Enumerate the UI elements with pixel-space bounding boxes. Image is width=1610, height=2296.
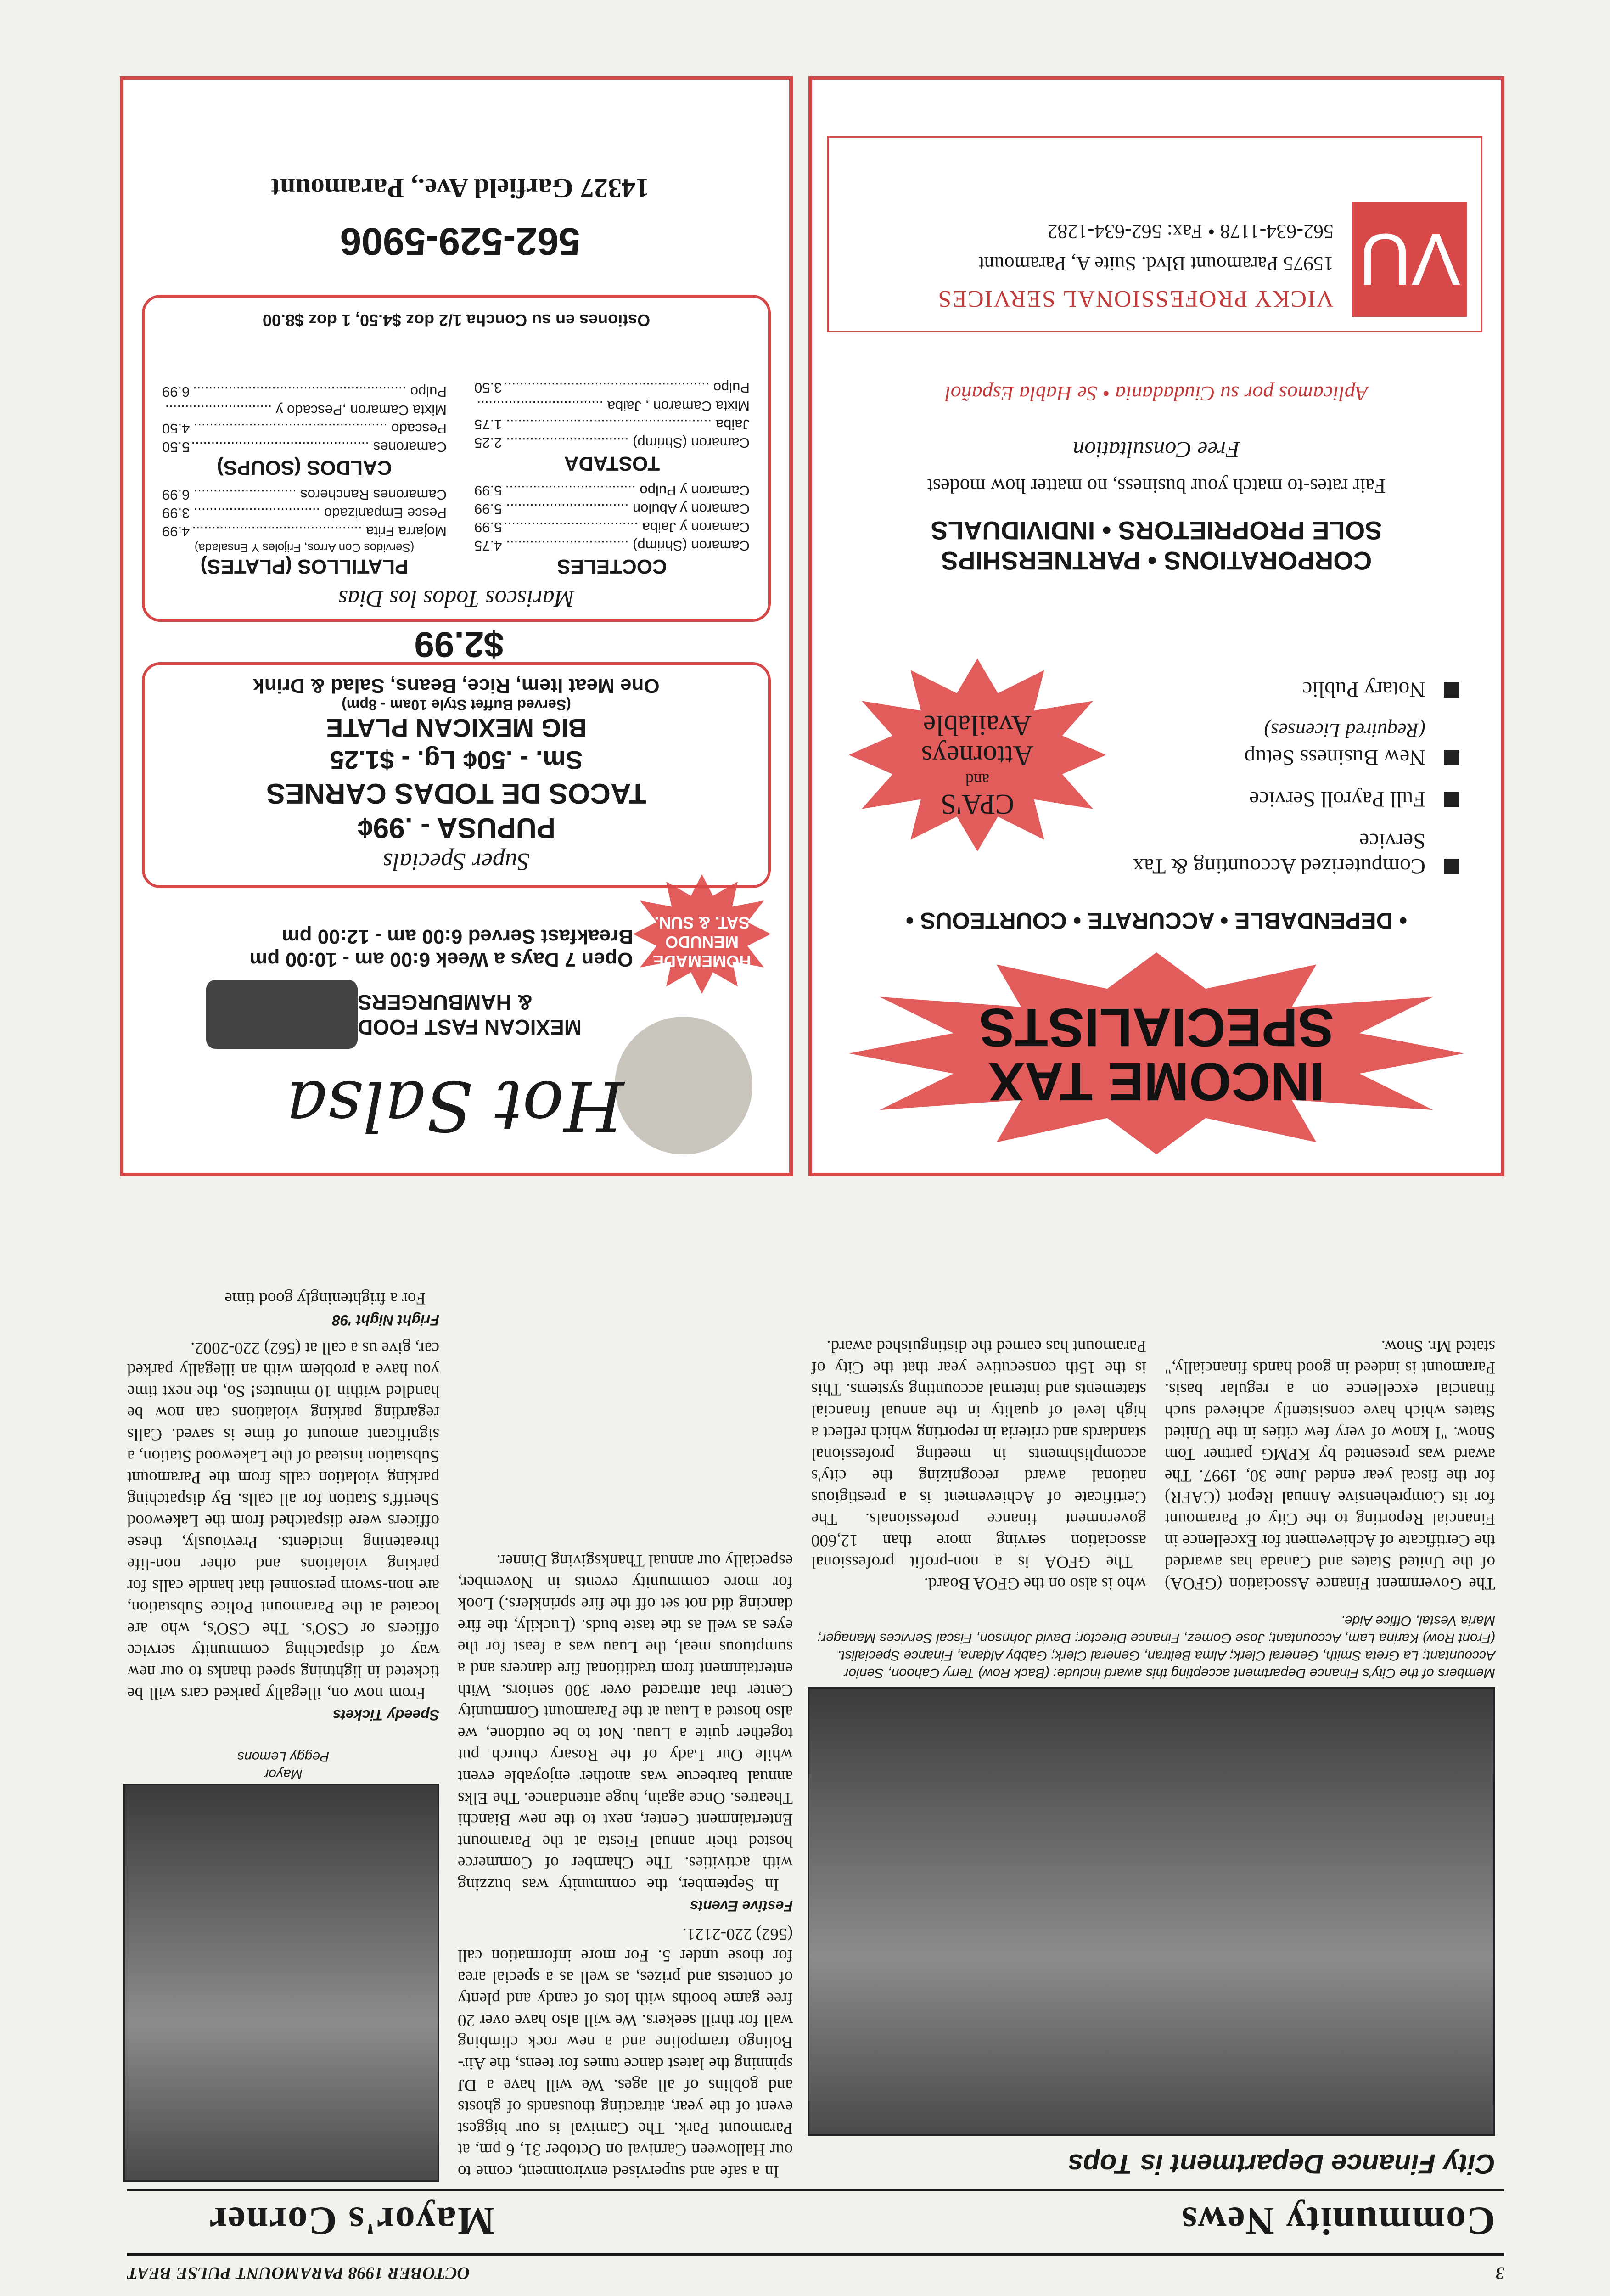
- tax-tagline: • DEPENDABLE • ACCURATE • COURTEOUS •: [905, 908, 1408, 934]
- licenses-note: (Required Licenses): [1264, 719, 1425, 742]
- super-specials-title: Super Specials: [383, 848, 530, 876]
- menu-item: Camarones ..... 5.50: [162, 438, 447, 456]
- menu-item: Pesce Empanizado ..... 3.99: [162, 504, 447, 522]
- mayors-corner-title: Mayor's Corner: [208, 2199, 494, 2243]
- super-specials: [142, 662, 771, 888]
- big-plate-price: $2.99: [414, 625, 504, 665]
- service-item: Full Payroll Service: [1111, 787, 1459, 812]
- cocteles-list: [474, 378, 750, 578]
- column-body: The GFOA is a non-profit professional association serving more than 12,600 government finance professionals. The Certificate of Achievement is a prestigious national award recognizing the city's accomplishments in meeting professional standards and criteria in reporting which reflect a high level of quality in the annual financial statements and internal accounting systems. This is the 15th consecutive year that the City of Paramount has earned the distinguished award.: [811, 1337, 1146, 1571]
- festive-subhead: Festive Events: [690, 1898, 793, 1914]
- menu-item: Camarones Rancheros ..... 6.99: [162, 485, 447, 504]
- cpa-text: CPA'S and Attorneys Available: [921, 709, 1034, 820]
- services-list: [1111, 660, 1459, 879]
- spanish-line: Aplicamos por su Ciudadania • Se Habla Español: [944, 382, 1369, 405]
- cocteles-title: COCTELES: [557, 555, 667, 578]
- menu-item: Mixta Camaron ,Pescado y .....: [162, 401, 447, 419]
- mayor-caption: [127, 1748, 439, 1783]
- menu-item: Pulpo ..... 3.50: [474, 378, 750, 397]
- income-tax-headline: [849, 997, 1464, 1112]
- salsa-phone: 562-529-5906: [340, 220, 580, 263]
- bullet-square-icon: [1444, 682, 1459, 698]
- menu-item: Camaron y Jaiba ..... 5.99: [474, 518, 750, 536]
- menu-item: Camaron (Shrimp) ..... 2.25: [474, 433, 750, 452]
- salsa-address: 14327 Garfield Ave., Paramount: [271, 173, 649, 203]
- halloween-paragraph: In a safe and supervised environment, come to our Halloween Carnival on October 31, 6 pm, at Paramount Park. The Carnival is our biggest event of the year, attracting thousands of ghosts and goblins of all ages. We will have a DJ spinning the latest dance tunes for teens, the Air-Bolingo trampoline and a new rock climbing wall for thrill seekers. We will also have over 20 free game booths with lots of candy and plenty of contests and prizes, as well as a special area for those under 5. For more information call (562) 220-2121.: [458, 1925, 793, 2181]
- rates-line: Fair rates-to match your business, no matter how modest: [927, 475, 1386, 497]
- hot-salsa-logo: Hot Salsa: [286, 1065, 624, 1145]
- speedy-paragraph: From now on, illegally parked cars will be ticketed in lightning speed thanks to our new way of dispatching community service officers or CSO's. The CSO's, who are located at the Paramount Police Substation, are non-sworn personnel that handle calls for parking violations and other non-life threatening incidents. Previously, these officers were dispatched from the Lakewood Sheriff's Station for all calls. By dispatching parking violation calls from the Paramount Substation instead of the Lakewood Station, a significant amount of time is saved. Calls regarding parking violations can now be handled within 10 minutes! So, the next time you have a problem with an illegally parked car, give us a call at (562) 220-2002.: [127, 1339, 439, 1703]
- menudo-text: HOMEMADE MENUDO SAT. & SUN.: [653, 913, 751, 971]
- menu-item: Pescado ..... 4.50: [162, 419, 447, 438]
- mayor-portrait: [123, 1784, 439, 2182]
- pupusa-price: PUPUSA - .99¢: [357, 812, 555, 844]
- bullet-square-icon: [1444, 750, 1459, 765]
- speedy-subhead: Speedy Tickets: [332, 1707, 439, 1723]
- vu-logo: VU: [1352, 202, 1467, 317]
- sombrero-icon: [615, 1017, 752, 1154]
- fright-subhead: Fright Night '98: [332, 1312, 439, 1328]
- page-number: 3: [1496, 2263, 1504, 2283]
- big-plate-note: (Served Buffet Style 10am - 8pm): [342, 697, 571, 713]
- motorcycle-icon: [206, 980, 358, 1049]
- photo-caption: Members of the City's Finance Department accepting this award include: (Back Row) Terry Cahoon, Senior Accountant; La Greta Smith, General Clerk; Alma Beltran, General Clerk; Gabby Aldana, Finance Specialist. (Front Row) Karina Lam, Accountant; Jose Gomez, Finance Director; David Johnson, Fiscal Services Manager; Maria Vestal, Office Aide.: [817, 1613, 1495, 1681]
- community-news-title: Community News: [1181, 2199, 1495, 2243]
- company-name: VICKY PROFESSIONAL SERVICES: [937, 286, 1334, 312]
- mayor-caption-title: Mayor: [264, 1767, 303, 1782]
- salsa-header: [142, 897, 771, 1154]
- mayor-column-2: [127, 1288, 439, 1732]
- platillos-title: PLATILLOS (PLATES): [200, 555, 409, 578]
- tacos-title: TACOS DE TODAS CARNES: [266, 777, 646, 809]
- bullet-square-icon: [1444, 859, 1459, 874]
- platillos-list: [162, 383, 447, 578]
- company-phones: 562-634-1178 • Fax: 562-634-1282: [1047, 220, 1334, 243]
- article-column-2: [811, 1335, 1146, 1594]
- service-item: Notary Public: [1111, 677, 1459, 702]
- festive-paragraph: In September, the community was buzzing with activities. The Chamber of Commerce hosted their annual Fiesta at the Paramount Entertainment Center, next to the new Bianchi Theatres. Once again, huge attendance. The Elks annual barbecue was another enjoyable event while Our Lady of the Rosary church put together quite a Luau. Not to be outdone, we also hosted a Luau at the Paramount Community Center that attracted over 300 seniors. With entertainment from traditional fire dancers and a sumptuous meal, the Luau was a feast for the eyes as well as the taste buds. (Luckily, the fire dancing did not set off the fire sprinklers.) Look for more community events in November, especially our annual Thanksgiving Dinner.: [458, 1551, 793, 1894]
- tostada-title: TOSTADA: [564, 452, 660, 475]
- platillos-note: (Servidos Con Arros, Frijoles Y Ensalada): [194, 541, 415, 555]
- menu-item: Camaron y Pulpo ..... 5.99: [474, 481, 750, 500]
- top-rule: [127, 2253, 1504, 2256]
- mayor-caption-name: Peggy Lemons: [237, 1749, 330, 1764]
- menu-item: Jaiba ..... 1.75: [474, 415, 750, 433]
- mariscos-menu: [142, 295, 771, 622]
- company-address: 15975 Paramount Blvd. Suite A, Paramount: [978, 253, 1334, 275]
- ostiones-line: Ostiones en su Concha 1/2 doz $4.50, 1 doz $8.00: [262, 311, 651, 330]
- income-tax-ad: [808, 76, 1504, 1176]
- menu-item: Mixta Camaron , Jaiba .....: [474, 397, 750, 415]
- title-rule: [127, 2189, 1504, 2191]
- mariscos-title: Mariscos Todos los Dias: [338, 585, 574, 612]
- article-column-1: The Government Finance Association (GFOA) of the United States and Canada has awarded the Certificate of Achievement for Excellence in Financial Reporting to the City of Paramount for its Comprehensive Annual Report (CAFR) for the fiscal year ended June 30, 1997. The award was presented by KPMG partner Tom Snow. "I know of very few cities in the United States which have consistently achieved such financial excellence on a regular basis. Paramount is indeed in good hands financially," stated Mr. Snow.: [1165, 1337, 1495, 1593]
- finance-department-photo: [808, 1687, 1495, 2136]
- menu-item: Camaron (Shrimp) ..... 4.75: [474, 536, 750, 555]
- mayor-column-1: [458, 1550, 793, 2182]
- menu-item: Camaron y Abulon ..... 5.99: [474, 500, 750, 518]
- headline-line-1: INCOME TAX: [988, 1051, 1325, 1112]
- salsa-hours: Open 7 Days a Week 6:00 am - 10:00 pm Breakfast Served 6:00 am - 12:00 pm: [249, 925, 633, 971]
- service-item: Computerized Accounting & Tax Service: [1111, 828, 1459, 879]
- big-plate-desc: One Meat Item, Rice, Beans, Salad & Drink: [253, 675, 660, 697]
- menu-item: Pulpo ..... 6.99: [162, 383, 447, 401]
- entity-types: CORPORATIONS • PARTNERSHIPS SOLE PROPRIETORS • INDIVIDUALS: [931, 516, 1382, 575]
- service-item: New Business Setup: [1111, 745, 1459, 770]
- salsa-subtitle: MEXICAN FAST FOOD & HAMBURGERS: [358, 990, 582, 1039]
- publication-line: OCTOBER 1998 PARAMOUNT PULSE BEAT: [127, 2263, 470, 2283]
- fright-paragraph: For a frighteningly good time: [224, 1289, 426, 1308]
- hot-salsa-ad: [120, 76, 793, 1176]
- caldos-title: CALDOS (SOUPS): [217, 456, 392, 479]
- bullet-square-icon: [1444, 792, 1459, 807]
- tacos-price: Sm. - .50¢ Lg. - $1.25: [330, 746, 583, 775]
- menu-item: Mojarra Frita ..... 4.99: [162, 522, 447, 540]
- article-headline: City Finance Department is Tops: [1067, 2149, 1495, 2179]
- headline-line-2: SPECIALISTS: [979, 997, 1334, 1058]
- vicky-footer: [827, 136, 1482, 332]
- big-plate-title: BIG MEXICAN PLATE: [325, 714, 587, 743]
- column-lead: who is also on the GFOA Board.: [924, 1574, 1146, 1593]
- free-consultation: Free Consultation: [1073, 437, 1240, 463]
